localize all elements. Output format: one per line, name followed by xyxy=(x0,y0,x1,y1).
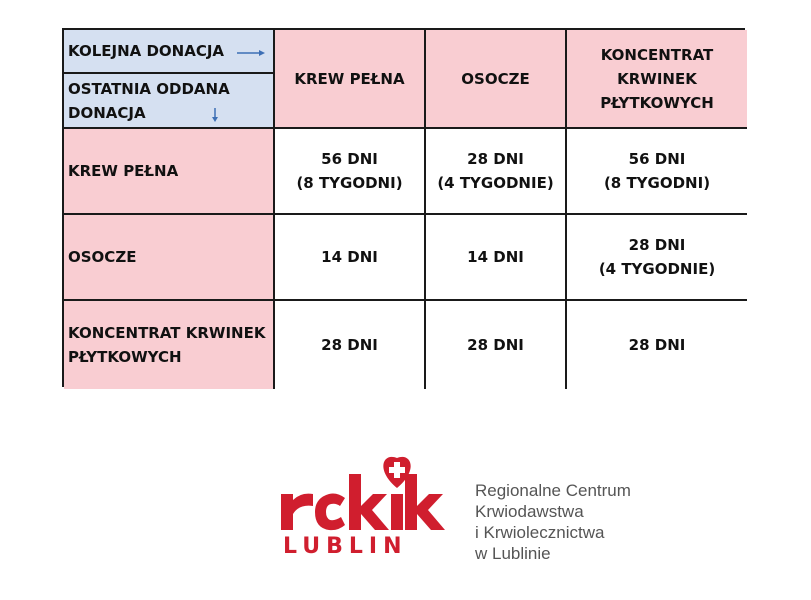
table-cell-value: 28 DNI (4 TYGODNIE) xyxy=(437,150,554,192)
table-cell xyxy=(426,215,567,301)
table-cell-value: 56 DNI (8 TYGODNI) xyxy=(603,150,711,192)
row-header-label: KONCENTRAT KRWINEK PŁYTKOWYCH xyxy=(68,324,266,366)
logo-line: Regionalne Centrum xyxy=(475,481,631,500)
arrow-right-icon xyxy=(237,49,265,57)
column-header-label: KONCENTRAT KRWINEK PŁYTKOWYCH xyxy=(600,45,714,112)
table-cell-value: 14 DNI xyxy=(467,248,524,266)
corner-last-donation xyxy=(64,74,273,127)
column-header xyxy=(275,30,426,129)
logo-line: i Krwiolecznictwa xyxy=(475,523,605,542)
logo-line: w Lublinie xyxy=(475,544,551,563)
row-header xyxy=(64,215,275,301)
corner-next-donation xyxy=(64,30,273,74)
row-header xyxy=(64,129,275,215)
logo-city: LUBLIN xyxy=(283,534,408,559)
arrow-down-icon xyxy=(211,108,219,122)
logo-line: Krwiodawstwa xyxy=(475,502,584,521)
table-cell xyxy=(426,129,567,215)
table-cell xyxy=(275,301,426,389)
table-cell xyxy=(567,301,747,389)
table-cell xyxy=(426,301,567,389)
corner-bottom-label: OSTATNIA ODDANA DONACJA xyxy=(68,79,230,122)
column-header xyxy=(567,30,747,129)
table-cell-value: 28 DNI (4 TYGODNIE) xyxy=(598,236,716,278)
table-cell xyxy=(567,129,747,215)
row-header xyxy=(64,301,275,389)
donation-interval-table xyxy=(62,28,745,387)
column-header xyxy=(426,30,567,129)
table-corner-cell xyxy=(64,30,275,129)
table-cell-value: 14 DNI xyxy=(321,248,378,266)
column-header-label: OSOCZE xyxy=(461,69,530,88)
row-header-label: OSOCZE xyxy=(68,248,137,266)
table-cell-value: 28 DNI xyxy=(467,336,524,354)
rckik-logo xyxy=(275,448,675,578)
table-cell-value: 56 DNI (8 TYGODNI) xyxy=(296,150,403,192)
table-cell xyxy=(275,129,426,215)
table-cell xyxy=(275,215,426,301)
table-cell-value: 28 DNI xyxy=(321,336,378,354)
column-header-label: KREW PEŁNA xyxy=(294,69,405,88)
table-cell-value: 28 DNI xyxy=(628,336,686,354)
corner-top-label: KOLEJNA DONACJA xyxy=(68,42,225,60)
table-cell xyxy=(567,215,747,301)
logo-organization-name xyxy=(475,480,631,564)
row-header-label: KREW PEŁNA xyxy=(68,162,179,180)
